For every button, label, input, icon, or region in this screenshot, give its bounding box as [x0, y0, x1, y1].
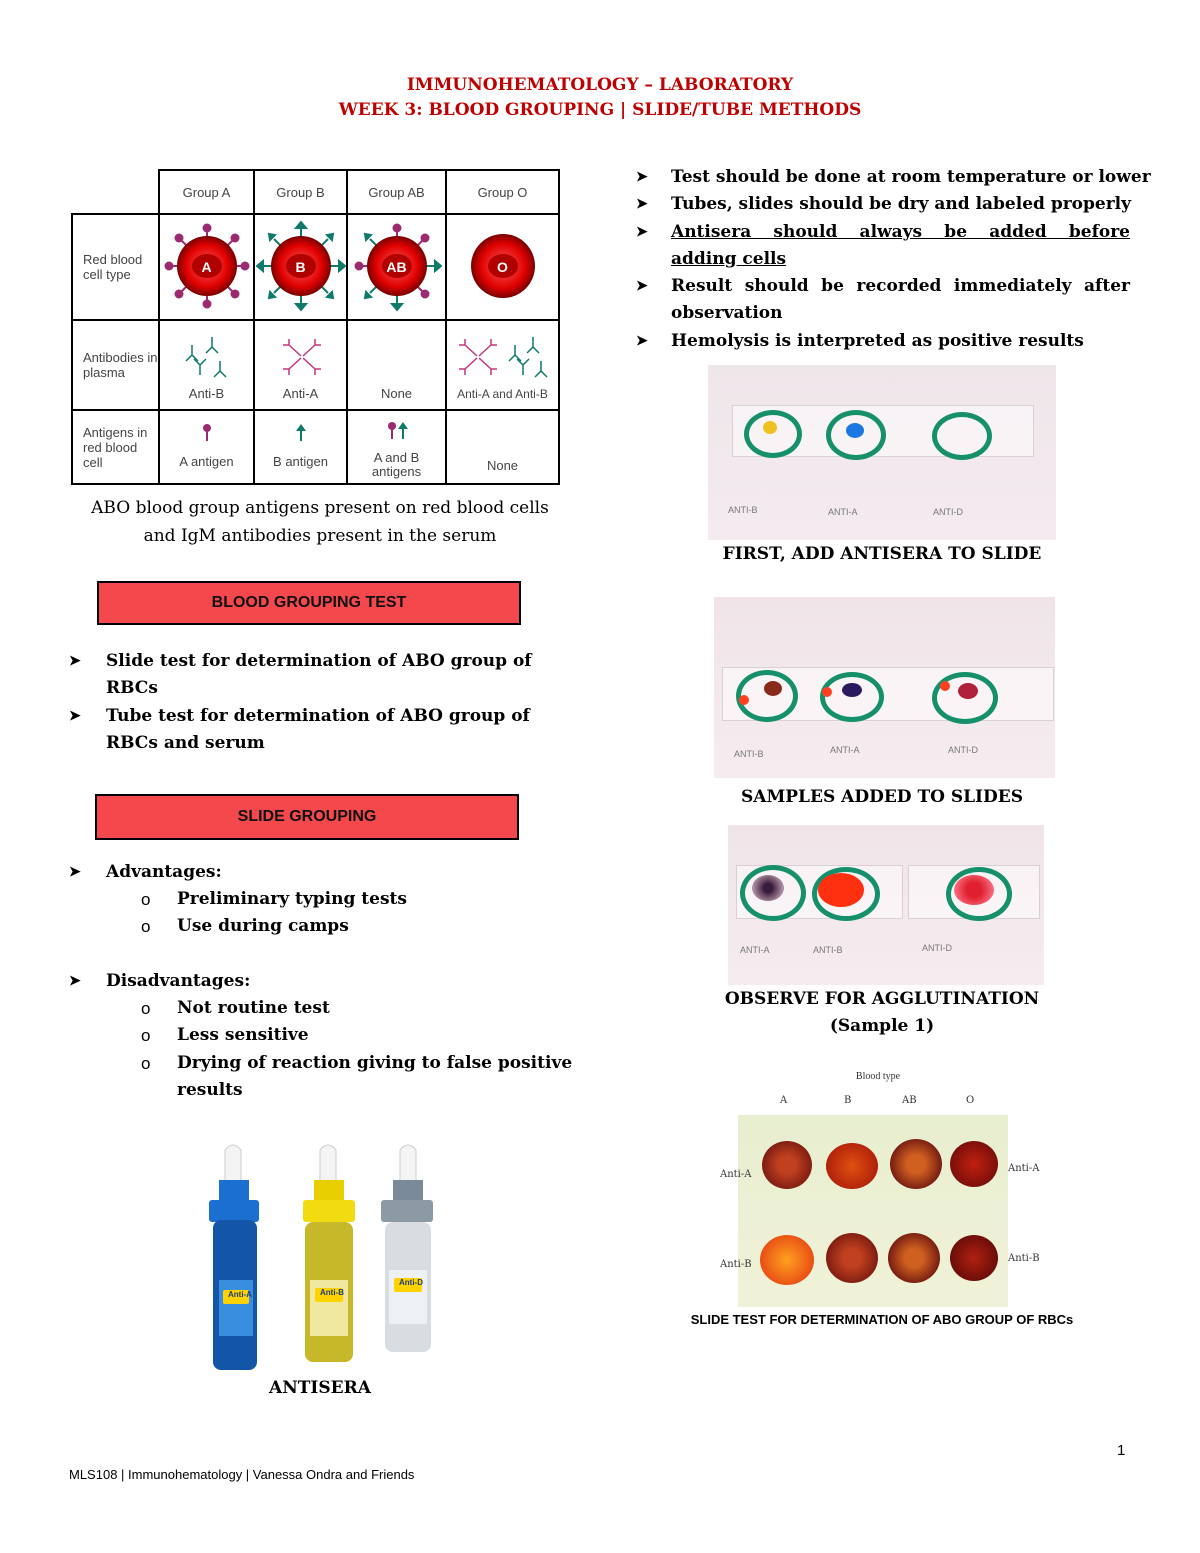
bullet-hemolysis: ➤ Hemolysis is interpreted as positive results	[636, 328, 1166, 355]
arrow-bullet-icon: ➤	[69, 708, 81, 724]
col-group-ab: Group AB	[347, 170, 446, 214]
page-title: IMMUNOHEMATOLOGY – LABORATORY	[406, 75, 794, 95]
row-antigens: Antigens in red blood cell	[72, 410, 159, 484]
bullet-tube-test: ➤ Tube test for determination of ABO group of RBCs and serum	[69, 703, 586, 757]
slide-row-anti-b-left: Anti-B	[720, 1259, 752, 1270]
photo3-label-anti-d: ANTI-D	[922, 943, 952, 953]
rbc-o-label: O	[497, 259, 508, 275]
antigens-b-label: B antigen	[273, 454, 328, 469]
slide-grouping-title: SLIDE GROUPING	[95, 794, 519, 840]
anti-b-antibody-icon	[180, 331, 234, 381]
arrow-bullet-icon: ➤	[69, 864, 81, 880]
photo2-label-anti-d: ANTI-D	[948, 745, 978, 755]
disadvantages-heading: ➤ Disadvantages:	[69, 968, 250, 995]
photo2-label-anti-a: ANTI-A	[830, 745, 860, 755]
antigens-ab	[347, 410, 446, 484]
rbc-a-label: A	[201, 259, 212, 275]
arrow-bullet-icon: ➤	[636, 169, 648, 185]
table-caption-line2: and IgM antibodies present in the serum	[143, 526, 497, 546]
page-number: 1	[1117, 1442, 1126, 1459]
slide-row-anti-a-right: Anti-A	[1008, 1163, 1040, 1174]
photo2-label-anti-b: ANTI-B	[734, 749, 764, 759]
bullet-dry-labeled: ➤ Tubes, slides should be dry and labeled properly	[636, 191, 1166, 218]
slide-col-a: A	[780, 1095, 788, 1106]
samples-slide-photo	[714, 597, 1055, 778]
slide-test-photo	[708, 1065, 1048, 1310]
antibodies-o	[446, 320, 559, 410]
antigens-ab-label: A and B antigens	[371, 450, 422, 479]
antibodies-ab-label: None	[380, 386, 413, 401]
bullet-slide-test: ➤ Slide test for determination of ABO group of RBCs	[69, 648, 586, 702]
antisera-photo	[205, 1140, 435, 1372]
advantages-heading: ➤ Advantages:	[69, 859, 222, 886]
col-group-b: Group B	[254, 170, 347, 214]
photo2-caption: SAMPLES ADDED TO SLIDES	[740, 787, 1023, 807]
agglutination-photo	[728, 825, 1044, 985]
abo-table	[71, 169, 560, 485]
photo1-caption: FIRST, ADD ANTISERA TO SLIDE	[722, 544, 1042, 564]
anti-d-bottle-label: Anti-D	[399, 1278, 423, 1287]
arrow-bullet-icon: ➤	[636, 333, 648, 349]
rbc-cell-b	[254, 214, 347, 320]
row-rbc-type: Red blood cell type	[72, 214, 159, 320]
slide-col-o: O	[966, 1095, 975, 1106]
antibodies-a	[159, 320, 254, 410]
slide-col-ab: AB	[902, 1095, 917, 1106]
disadvantage-item: o Drying of reaction giving to false positive results	[141, 1053, 573, 1100]
antisera-caption: ANTISERA	[269, 1378, 371, 1398]
antibodies-b	[254, 320, 347, 410]
anti-a-antibody-icon	[275, 331, 329, 381]
disadvantage-item: o Not routine test	[141, 998, 330, 1018]
table-caption-line1: ABO blood group antigens present on red blood cells	[91, 498, 549, 518]
bullet-room-temperature: ➤ Test should be done at room temperature or lower	[636, 164, 1166, 191]
antigens-a	[159, 410, 254, 484]
slide-row-anti-b-right: Anti-B	[1008, 1253, 1040, 1264]
rbc-b-label: B	[295, 259, 306, 275]
antigens-a-label: A antigen	[179, 454, 234, 469]
antibodies-o-label: Anti-A and Anti-B	[457, 387, 548, 401]
slide-col-b: B	[844, 1095, 852, 1106]
bullet-antisera-before-cells: ➤ Antisera should always be added before adding cells	[636, 219, 1130, 273]
arrow-bullet-icon: ➤	[69, 973, 81, 989]
antisera-bottles-illustration	[205, 1140, 435, 1372]
rbc-ab-label: AB	[386, 259, 407, 275]
photo3-label-anti-b: ANTI-B	[813, 945, 843, 955]
antibodies-ab	[347, 320, 446, 410]
col-group-o: Group O	[446, 170, 559, 214]
anti-a-bottle-label: Anti-A	[228, 1290, 252, 1299]
photo3-label-anti-a: ANTI-A	[740, 945, 770, 955]
photo1-label-anti-d: ANTI-D	[933, 507, 963, 517]
photo1-label-anti-b: ANTI-B	[728, 505, 758, 515]
disadvantage-item: o Less sensitive	[141, 1025, 309, 1045]
anti-a-and-anti-b-antibody-icon	[453, 331, 553, 381]
arrow-bullet-icon: ➤	[636, 196, 648, 212]
a-antigen-icon	[200, 423, 214, 443]
photo3-caption: OBSERVE FOR AGGLUTINATION (Sample 1)	[724, 989, 1040, 1036]
row-antibodies: Antibodies in plasma	[72, 320, 159, 410]
antibodies-b-label: Anti-A	[282, 386, 319, 401]
blood-type-title: Blood type	[855, 1071, 901, 1082]
blood-grouping-title: BLOOD GROUPING TEST	[97, 581, 521, 625]
col-group-a: Group A	[159, 170, 254, 214]
a-and-b-antigen-icon	[386, 421, 410, 441]
rbc-cell-ab	[347, 214, 446, 320]
advantage-item: o Use during camps	[141, 916, 349, 936]
photo1-label-anti-a: ANTI-A	[828, 507, 858, 517]
advantage-item: o Preliminary typing tests	[141, 889, 407, 909]
antibodies-a-label: Anti-B	[188, 386, 225, 401]
slide-test-caption: SLIDE TEST FOR DETERMINATION OF ABO GROUP OF RBCs	[690, 1312, 1074, 1327]
antigens-o-label: None	[486, 458, 519, 473]
arrow-bullet-icon: ➤	[636, 224, 648, 240]
footer: MLS108 | Immunohematology | Vanessa Ondra and Friends	[69, 1467, 415, 1482]
b-antigen-icon	[294, 423, 308, 443]
arrow-bullet-icon: ➤	[69, 653, 81, 669]
antigens-b	[254, 410, 347, 484]
slide-row-anti-a-left: Anti-A	[720, 1169, 752, 1180]
page-subtitle: WEEK 3: BLOOD GROUPING | SLIDE/TUBE METHODS	[338, 100, 862, 120]
antigens-o	[446, 410, 559, 484]
bullet-record-result: ➤ Result should be recorded immediately after observation	[636, 273, 1130, 327]
arrow-bullet-icon: ➤	[636, 278, 648, 294]
rbc-cell-a	[159, 214, 254, 320]
anti-b-bottle-label: Anti-B	[320, 1288, 344, 1297]
rbc-cell-o	[446, 214, 559, 320]
antisera-slide-photo	[708, 365, 1056, 540]
